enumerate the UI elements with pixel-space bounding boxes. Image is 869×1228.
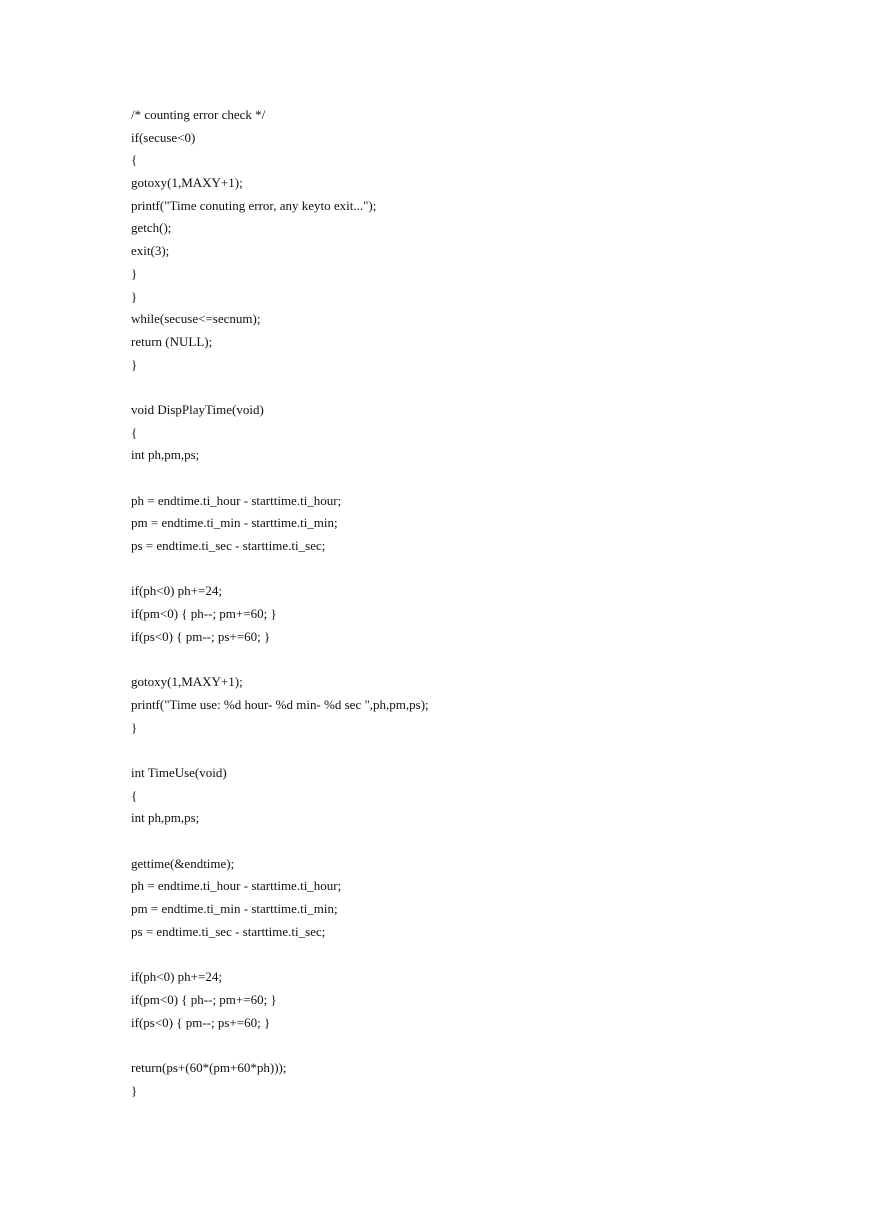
code-line: if(ph<0) ph+=24; (131, 969, 222, 985)
blank-line (131, 943, 429, 966)
blank-line (131, 467, 429, 490)
code-line: int ph,pm,ps; (131, 447, 200, 463)
blank-line (131, 558, 429, 581)
blank-line (131, 376, 429, 399)
code-line: { (131, 424, 138, 440)
code-line: while(secuse<=secnum); (131, 311, 261, 327)
code-line: ps = endtime.ti_sec - starttime.ti_sec; (131, 538, 326, 554)
code-line: if(ps<0) { pm--; ps+=60; } (131, 1014, 271, 1030)
code-line: } (131, 265, 138, 281)
code-line: pm = endtime.ti_min - starttime.ti_min; (131, 901, 338, 917)
blank-line (131, 649, 429, 672)
blank-line (131, 830, 429, 853)
code-line: ph = endtime.ti_hour - starttime.ti_hour; (131, 492, 342, 508)
code-line: /* counting error check */ (131, 107, 266, 122)
code-line: } (131, 719, 138, 735)
code-line: exit(3); (131, 243, 170, 259)
blank-line (131, 1034, 429, 1057)
code-line: } (131, 356, 138, 372)
code-line: return(ps+(60*(pm+60*ph))); (131, 1059, 287, 1075)
code-line: int ph,pm,ps; (131, 810, 200, 826)
code-line: gotoxy(1,MAXY+1); (131, 175, 243, 191)
blank-line (131, 739, 429, 762)
code-line: } (131, 1082, 138, 1098)
code-line: { (131, 787, 138, 803)
code-line: void DispPlayTime(void) (131, 401, 264, 417)
code-line: if(ps<0) { pm--; ps+=60; } (131, 628, 271, 644)
code-line: ph = endtime.ti_hour - starttime.ti_hour; (131, 878, 342, 894)
code-line: if(ph<0) ph+=24; (131, 583, 222, 599)
code-line: int TimeUse(void) (131, 764, 227, 780)
code-line: return (NULL); (131, 333, 213, 349)
code-line: gotoxy(1,MAXY+1); (131, 674, 243, 690)
code-line: gettime(&endtime); (131, 855, 235, 871)
code-listing (131, 104, 429, 1102)
code-line: { (131, 152, 138, 168)
code-line: } (131, 288, 138, 304)
code-line: pm = endtime.ti_min - starttime.ti_min; (131, 515, 338, 531)
code-line: ps = endtime.ti_sec - starttime.ti_sec; (131, 923, 326, 939)
code-line: printf("Time use: %d hour- %d min- %d sec ",ph,pm,ps); (131, 696, 429, 712)
code-line: printf("Time conuting error, any keyto exit..."); (131, 197, 377, 213)
code-line: if(pm<0) { ph--; pm+=60; } (131, 991, 277, 1007)
code-line: if(pm<0) { ph--; pm+=60; } (131, 606, 277, 622)
code-line: getch(); (131, 220, 172, 236)
code-line: if(secuse<0) (131, 129, 196, 145)
